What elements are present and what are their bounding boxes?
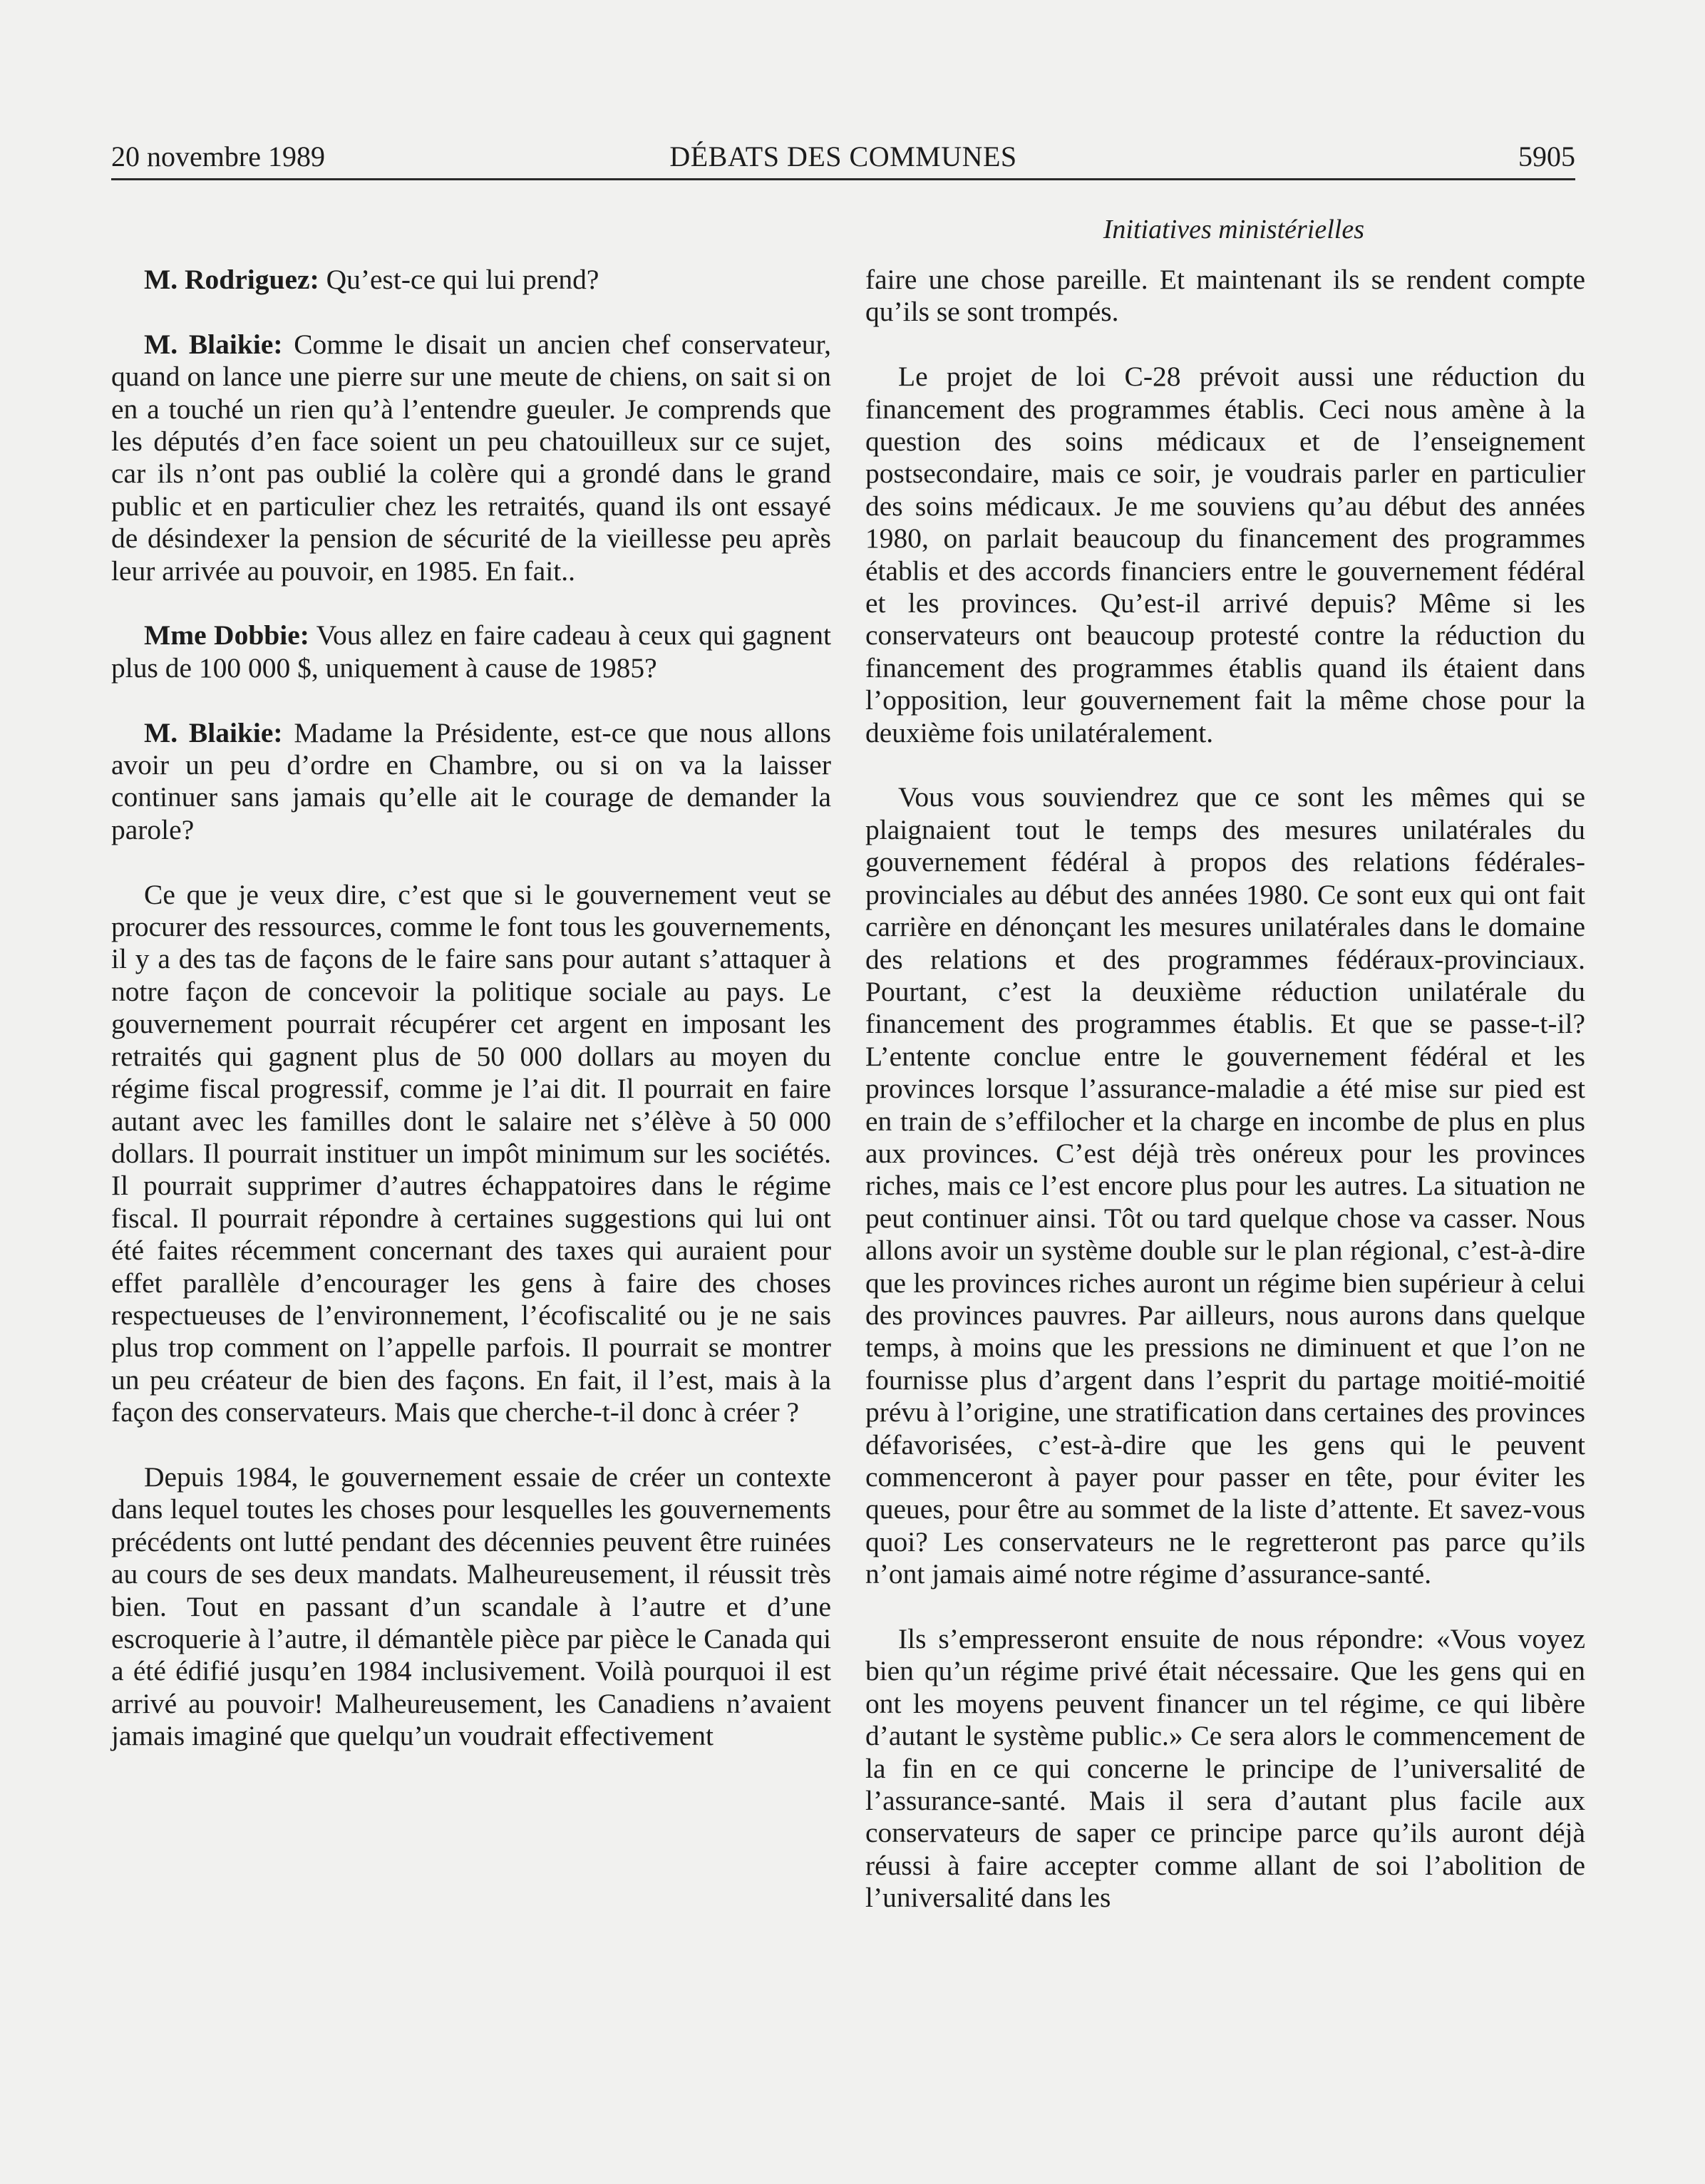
- speaker-name: M. Rodriguez:: [144, 264, 319, 295]
- page-header: [111, 135, 1575, 180]
- section-label: Initiatives ministérielles: [1103, 215, 1364, 244]
- paragraph-text: faire une chose pareille. Et maintenant ils se rendent compte qu’ils se sont trompés.: [865, 264, 1585, 328]
- paragraph-text: Vous allez en faire cadeau à ceux qui gagnent plus de 100 000 $, uniquement à cause de 1985?: [111, 619, 831, 684]
- left-column: [111, 264, 831, 1785]
- paragraph: [111, 1461, 831, 1753]
- speaker-name: Mme Dobbie:: [144, 619, 309, 651]
- header-date: 20 novembre 1989: [111, 140, 325, 172]
- paragraph-text: Le projet de loi C-28 prévoit aussi une réduction du financement des programmes établis. Ceci nous amène à la question des soins médicaux et de l’enseignement postsecondaire, mais ce soir, je voudrais parler en particulier des soins médicaux. Je me souviens qu’au début des années 1980, on parlait beaucoup du financement des programmes établis et des accords financiers entre le gouvernement fédéral et les provinces. Qu’est-il arrivé depuis? Même si les conservateurs ont beaucoup protesté contre la réduction du financement des programmes établis quand ils étaient dans l’opposition, leur gouvernement fait la même chose pour la deuxième fois unilatéralement.: [865, 361, 1585, 748]
- paragraph: [111, 329, 831, 587]
- paragraph-text: Vous vous souviendrez que ce sont les mêmes qui se plaignaient tout le temps des mesures unilatérales du gouvernement fédéral à propos des relations fédérales-provinciales au début des années 1980. Ce sont eux qui ont fait carrière en dénonçant les mesures unilatérales dans le domaine des relations et des programmes fédéraux-provinciaux. Pourtant, c’est la deuxième réduction unilatérale du financement des programmes établis. Et que se passe-t-il? L’entente conclue entre le gouvernement fédéral et les provinces lorsque l’assurance-maladie a été mise sur pied est en train de s’effilocher et la charge en incombe de plus en plus aux provinces. C’est déjà très onéreux pour les provinces riches, mais ce l’est encore plus pour les autres. La situation ne peut continuer ainsi. Tôt ou tard quelque chose va casser. Nous allons avoir un système double sur le plan régional, c’est-à-dire que les provinces riches auront un régime bien supérieur à celui des provinces pauvres. Par ailleurs, nous aurons dans quelque temps, à moins que les pressions ne diminuent et que l’on ne fournisse plus d’argent dans l’esprit du partage moitié-moitié prévu à l’origine, une stratification dans certaines des provinces défavorisées, c’est-à-dire que les gens qui le peuvent commenceront à payer pour passer en tête, pour éviter les queues, pour être au sommet de la liste d’attente. Et savez-vous quoi? Les conservateurs ne le regretteront pas parce qu’ils n’ont jamais aimé notre régime d’assurance-santé.: [865, 781, 1585, 1590]
- paragraph: [865, 264, 1585, 329]
- paragraph-text: Ils s’empresseront ensuite de nous répondre: «Vous voyez bien qu’un régime privé était nécessaire. Que les gens qui en ont les moyens peuvent financer un tel régime, ce qui libère d’autant le système public.» Ce sera alors le commencement de la fin en ce qui concerne le principe de l’universalité de l’assurance-santé. Mais il sera d’autant plus facile aux conservateurs de saper ce principe parce qu’ils auront déjà réussi à faire accepter comme allant de soi l’abolition de l’universalité dans les: [865, 1623, 1585, 1914]
- paragraph: [865, 361, 1585, 749]
- right-column: [865, 264, 1585, 1947]
- paragraph-text: Comme le disait un ancien chef conservateur, quand on lance une pierre sur une meute de chiens, on sait si on en a touché un rien qu’à l’entendre gueuler. Je comprends que les députés d’en face soient un peu chatouilleux sur ce sujet, car ils n’ont pas oublié la colère qui a grondé dans le grand public et en particulier chez les retraités, quand ils ont essayé de désindexer la pension de sécurité de la vieillesse peu après leur arrivée au pouvoir, en 1985. En fait..: [111, 328, 831, 587]
- speaker-name: M. Blaikie:: [144, 716, 283, 748]
- paragraph-text: Ce que je veux dire, c’est que si le gouvernement veut se procurer des ressources, comme le font tous les gouvernements, il y a des tas de façons de le faire sans pour autant s’attaquer à notre façon de concevoir la politique sociale au pays. Le gouvernement pourrait récupérer cet argent en imposant les retraités qui gagnent plus de 50 000 dollars au moyen du régime fiscal progressif, comme je l’ai dit. Il pourrait en faire autant avec les familles dont le salaire net s’élève à 50 000 dollars. Il pourrait instituer un impôt minimum sur les sociétés. Il pourrait supprimer d’autres échappatoires dans le régime fiscal. Il pourrait répondre à certaines suggestions qui lui ont été faites récemment concernant des taxes qui auraient pour effet parallèle d’encourager les gens à faire des choses respectueuses de l’environnement, l’écofiscalité ou je ne sais plus trop comment on l’appelle parfois. Il pourrait se montrer un peu créateur de bien des façons. En fait, il l’est, mais à la façon des conservateurs. Mais que cherche-t-il donc à créer ?: [111, 878, 831, 1428]
- paragraph: [865, 781, 1585, 1590]
- header-title: DÉBATS DES COMMUNES: [669, 140, 1017, 172]
- header-page-number: 5905: [1518, 140, 1575, 172]
- paragraph: [111, 264, 831, 296]
- paragraph: [865, 1623, 1585, 1915]
- paragraph-text: Qu’est-ce qui lui prend?: [319, 264, 599, 295]
- paragraph: [111, 619, 831, 684]
- speaker-name: M. Blaikie:: [144, 328, 283, 360]
- paragraph: [111, 879, 831, 1429]
- paragraph-text: Depuis 1984, le gouvernement essaie de créer un contexte dans lequel toutes les choses pour lesquelles les gouvernements précédents ont lutté pendant des décennies peuvent être ruinées au cours de ses deux mandats. Malheureusement, il réussit très bien. Tout en passant d’un scandale à l’autre et d’une escroquerie à l’autre, il démantèle pièce par pièce le Canada qui a été édifié jusqu’en 1984 inclusivement. Voilà pourquoi il est arrivé au pouvoir! Malheureusement, les Canadiens n’avaient jamais imaginé que quelqu’un voudrait effectivement: [111, 1461, 832, 1752]
- paragraph-text: Madame la Présidente, est-ce que nous allons avoir un peu d’ordre en Chambre, ou si on va la laisser continuer sans jamais qu’elle ait le courage de demander la parole?: [111, 716, 831, 845]
- paragraph: [111, 717, 831, 847]
